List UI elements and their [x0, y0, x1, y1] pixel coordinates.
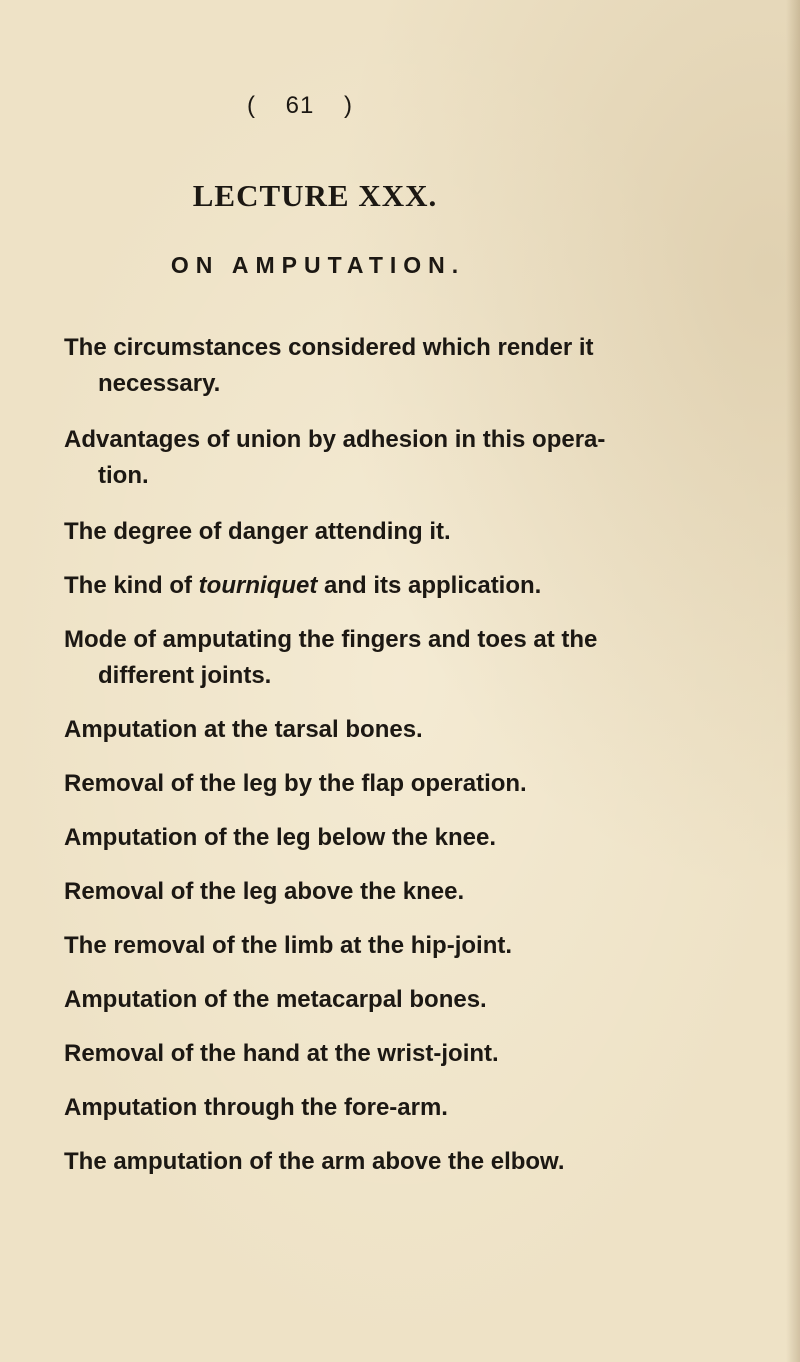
- contents-item: The circumstances considered which render it necessary.: [64, 334, 594, 397]
- contents-item: [64, 568, 644, 604]
- contents-item-text: and its application.: [317, 572, 542, 599]
- contents-item: Amputation at the tarsal bones.: [64, 716, 423, 743]
- contents-item: Removal of the hand at the wrist-joint.: [64, 1040, 499, 1067]
- page-edge-shadow: [786, 0, 800, 1362]
- contents-item: Mode of amputating the fingers and toes at the different joints.: [64, 626, 598, 689]
- contents-item: Amputation of the leg below the knee.: [64, 824, 497, 851]
- contents-item: Advantages of union by adhesion in this opera-tion.: [64, 426, 606, 489]
- contents-item: Amputation of the metacarpal bones.: [64, 986, 487, 1013]
- contents-item: Amputation through the fore-arm.: [64, 1094, 448, 1121]
- contents-item: The degree of danger attending it.: [64, 518, 451, 545]
- contents-item: The removal of the limb at the hip-joint.: [64, 932, 513, 959]
- contents-item-emphasis: tourniquet: [198, 572, 318, 599]
- page-number-close-paren: ): [344, 92, 354, 119]
- page-number-open-paren: (: [246, 92, 256, 119]
- lecture-subtitle: ON AMPUTATION.: [170, 252, 466, 278]
- contents-item-text: The kind of: [64, 572, 199, 599]
- lecture-title: LECTURE XXX.: [192, 178, 438, 213]
- page-number-value: 61: [285, 92, 315, 119]
- contents-item: Removal of the leg above the knee.: [64, 878, 465, 905]
- contents-item: Removal of the leg by the flap operation.: [64, 770, 527, 797]
- contents-list: [64, 330, 644, 1198]
- contents-item: The amputation of the arm above the elbow.: [64, 1148, 565, 1175]
- page-number: [0, 92, 600, 120]
